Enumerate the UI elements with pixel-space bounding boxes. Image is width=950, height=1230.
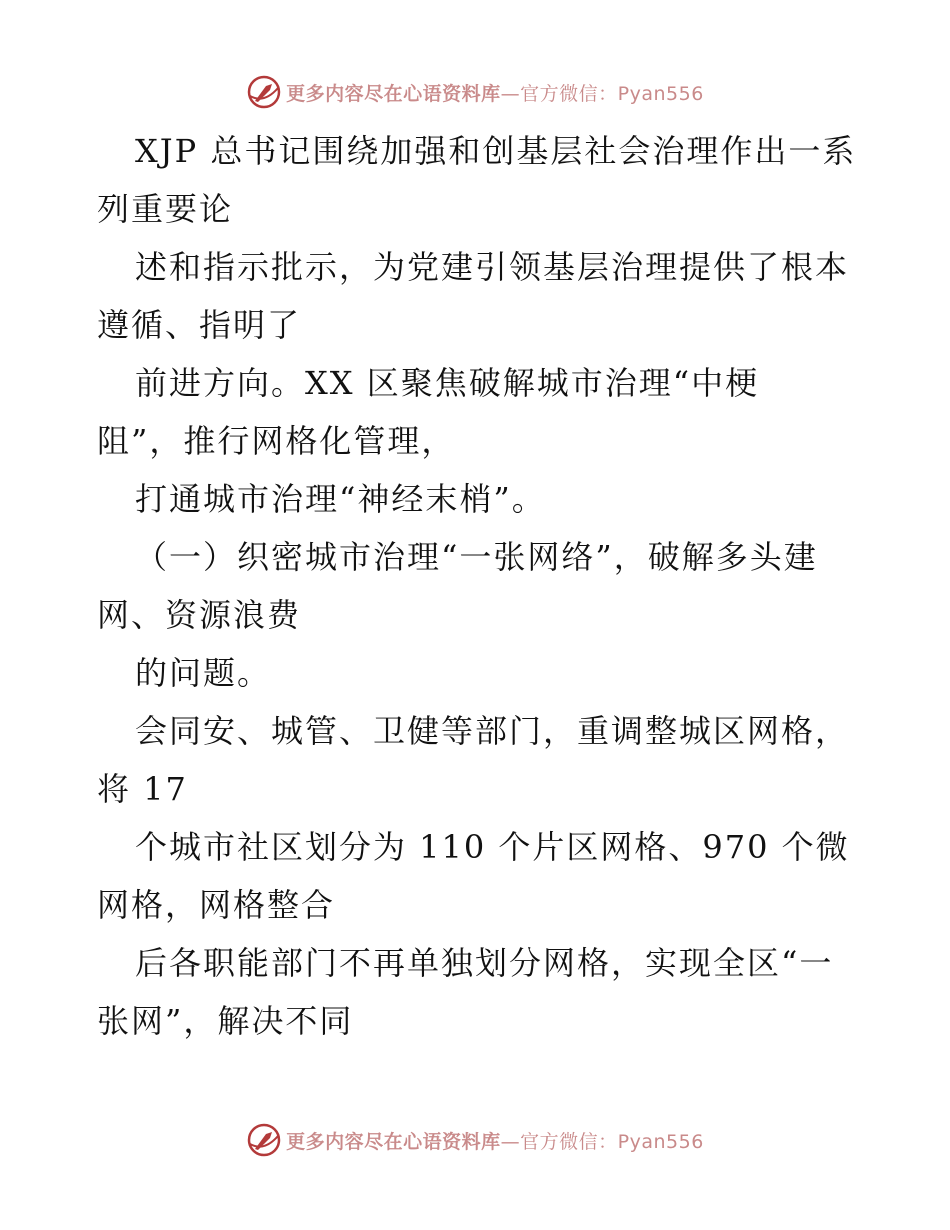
text-line: 会同安、城管、卫健等部门，重调整城区网格， bbox=[135, 712, 850, 750]
watermark-dash: — bbox=[500, 82, 521, 105]
watermark-footer bbox=[0, 1120, 950, 1160]
watermark-dash: — bbox=[500, 1130, 521, 1153]
text-line: 后各职能部门不再单独划分网格，实现全区“一 bbox=[135, 944, 834, 982]
text-line: 网、资源浪费 bbox=[97, 596, 302, 634]
text-line: 遵循、指明了 bbox=[97, 306, 302, 344]
pen-nib-logo-icon bbox=[246, 74, 282, 110]
text-line: 列重要论 bbox=[97, 190, 234, 228]
watermark-header bbox=[0, 72, 950, 112]
text-line: 的问题。 bbox=[135, 654, 272, 692]
pen-nib-logo-icon bbox=[246, 1122, 282, 1158]
watermark-text bbox=[286, 79, 704, 106]
text-line: 打通城市治理“神经末梢”。 bbox=[135, 480, 546, 518]
text-line: （一）织密城市治理“一张网络”，破解多头建 bbox=[135, 538, 818, 576]
watermark-text bbox=[286, 1127, 704, 1154]
text-line: XJP 总书记围绕加强和创基层社会治理作出一系 bbox=[135, 132, 857, 170]
text-line: 将 17 bbox=[97, 770, 188, 808]
watermark-wechat-text: 官方微信：Pyan556 bbox=[520, 82, 704, 105]
watermark-wechat-text: 官方微信：Pyan556 bbox=[520, 1130, 704, 1153]
text-line: 阻”，推行网格化管理， bbox=[97, 422, 456, 460]
text-line: 述和指示批示，为党建引领基层治理提供了根本 bbox=[135, 248, 850, 286]
text-line: 张网”，解决不同 bbox=[97, 1002, 354, 1040]
watermark-main-text: 更多内容尽在心语资料库 bbox=[286, 1130, 501, 1153]
text-line: 个城市社区划分为 110 个片区网格、970 个微 bbox=[135, 828, 850, 866]
text-line: 前进方向。XX 区聚焦破解城市治理“中梗 bbox=[135, 364, 760, 402]
text-line: 网格，网格整合 bbox=[97, 886, 336, 924]
watermark-main-text: 更多内容尽在心语资料库 bbox=[286, 82, 501, 105]
document-body bbox=[97, 122, 857, 1050]
